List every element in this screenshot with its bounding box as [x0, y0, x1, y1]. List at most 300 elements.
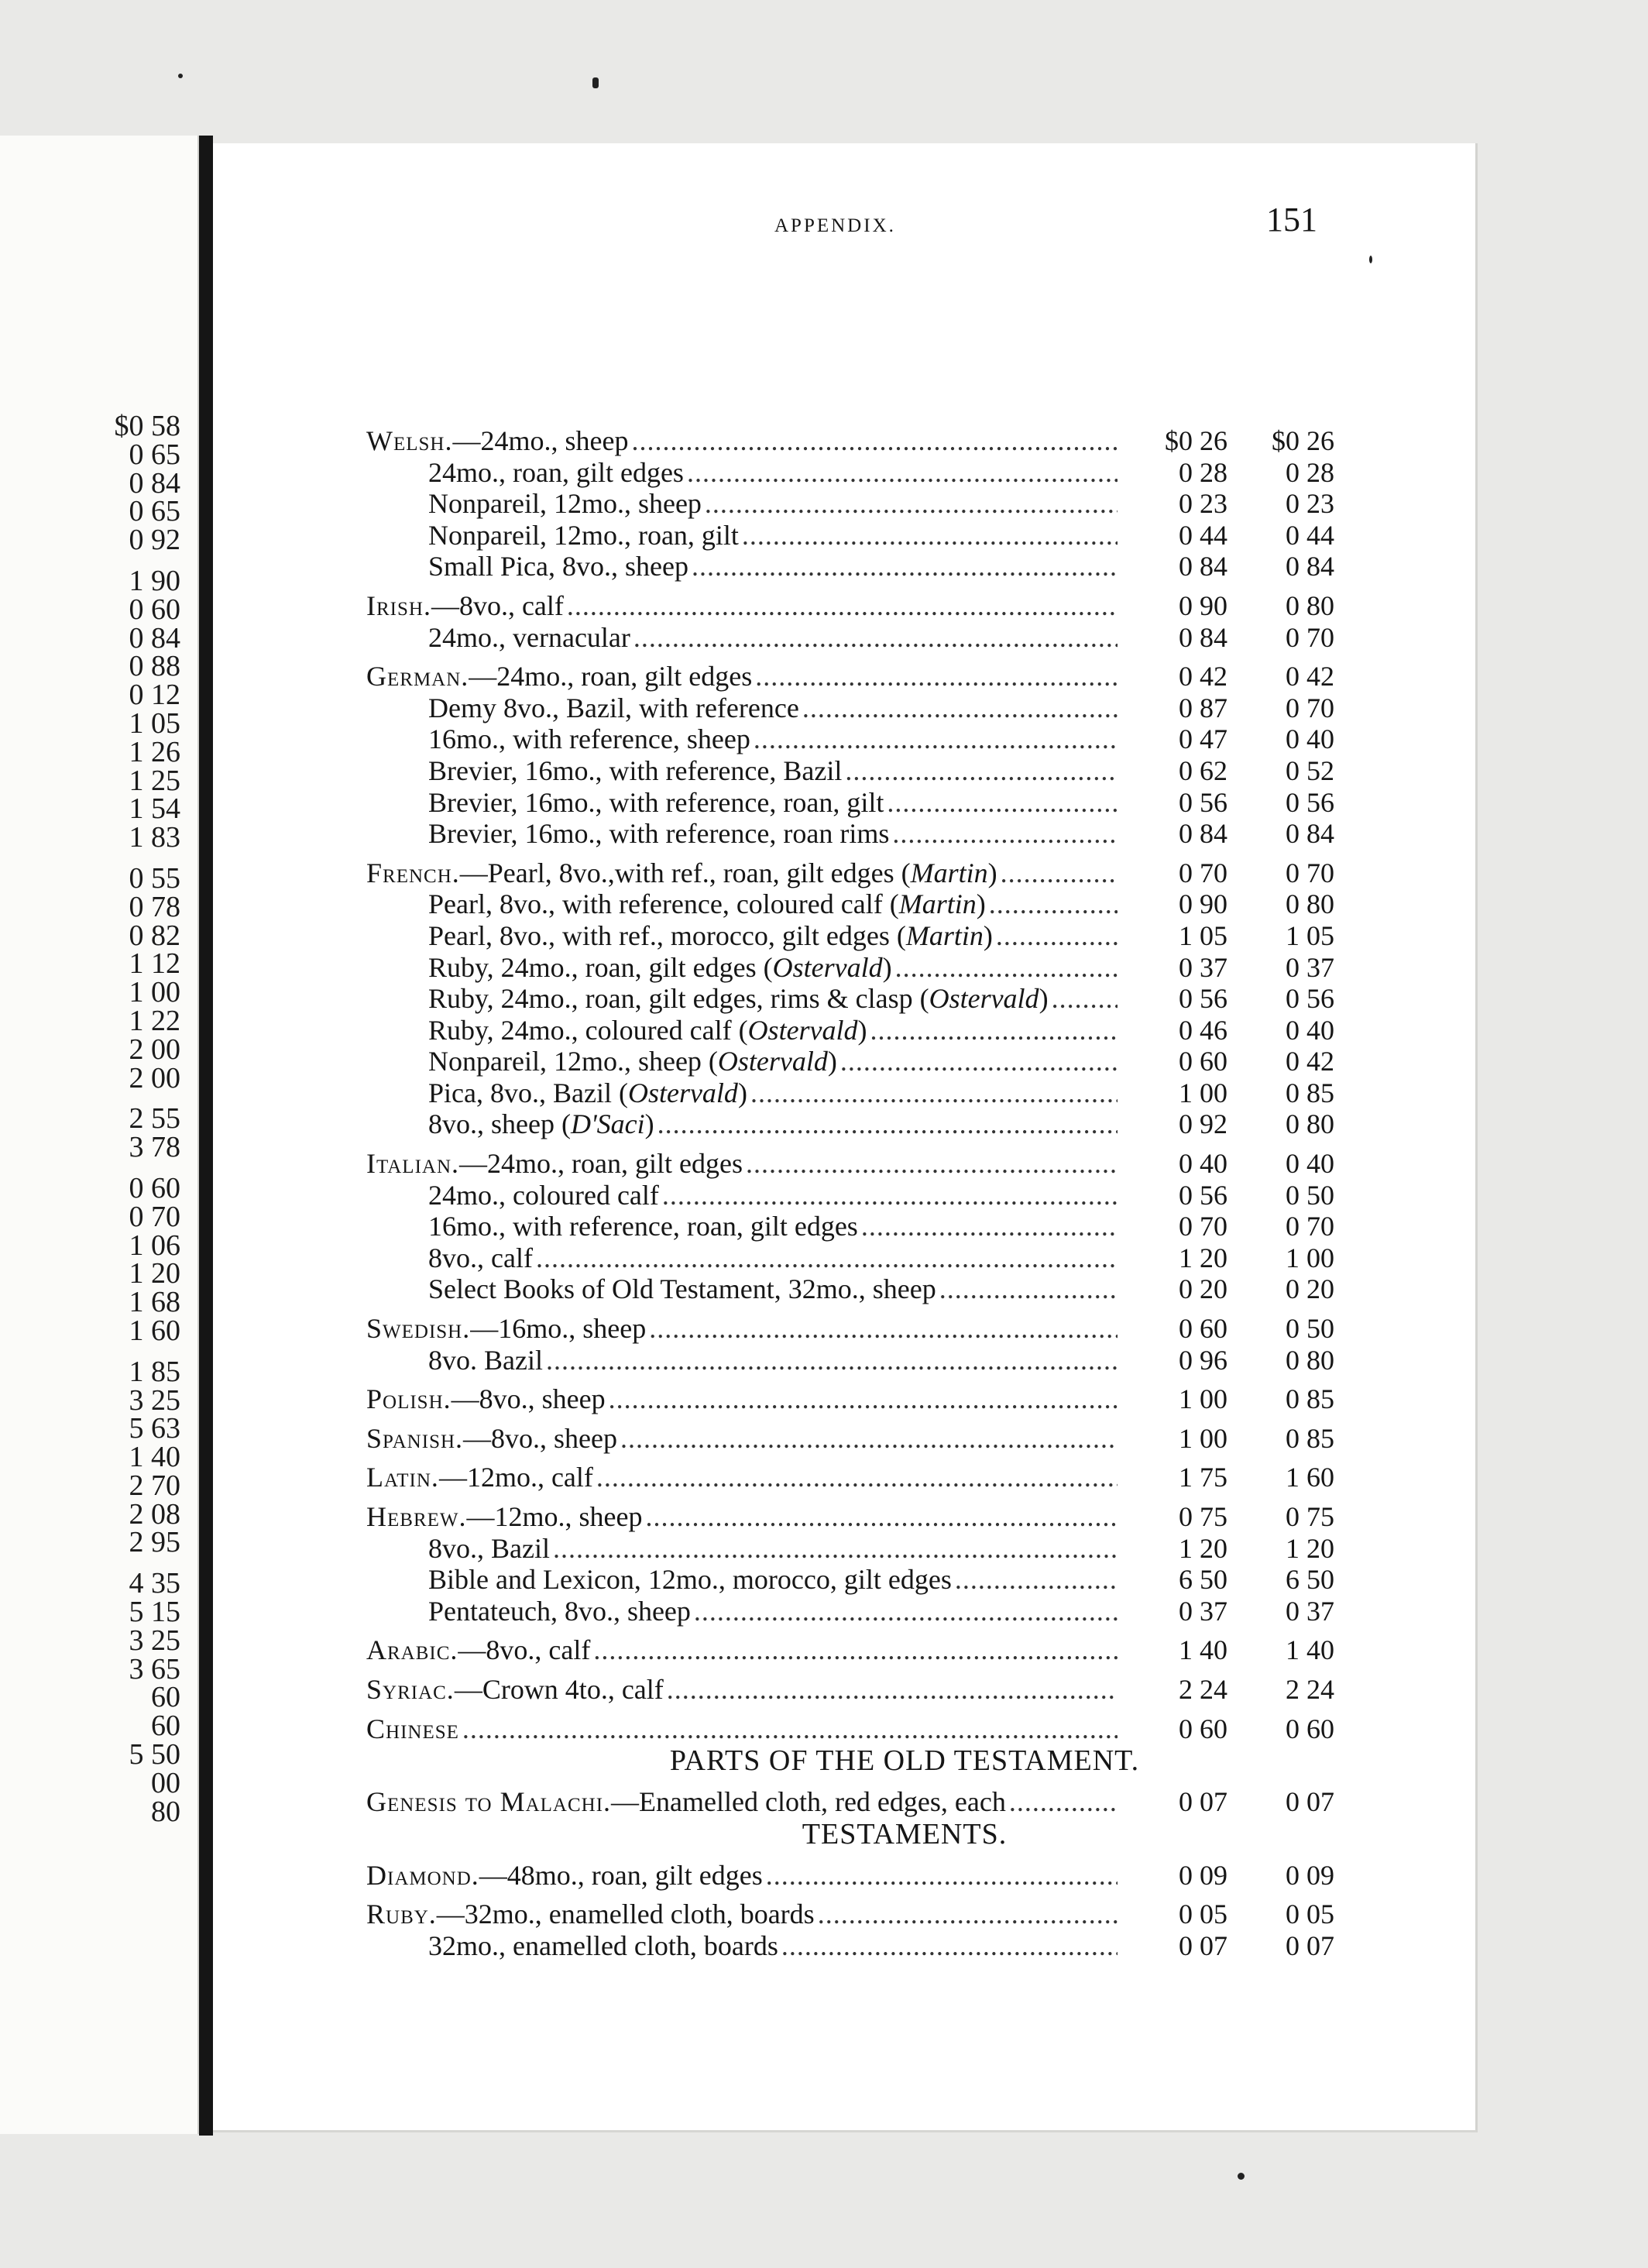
price-entry: [366, 1147, 1334, 1179]
price-second-column: 0 56: [1286, 983, 1334, 1015]
dot-leader: [702, 487, 1118, 520]
price-entry: [366, 723, 1334, 754]
price-first-column: 0 40: [1179, 1148, 1227, 1180]
price-first-column: 1 00: [1179, 1077, 1227, 1108]
dot-leader: [543, 1344, 1118, 1376]
price-second-column: 0 80: [1286, 1344, 1334, 1376]
price-entry: [366, 982, 1334, 1014]
facing-page-price: 1 68: [129, 1286, 180, 1319]
price-entry: [366, 1859, 1334, 1891]
price-second-column: 0 56: [1286, 786, 1334, 818]
price-second-column: 0 42: [1286, 661, 1334, 692]
entry-description: 24mo., vernacular: [428, 621, 630, 653]
entry-description: Ruby, 24mo., roan, gilt edges (Ostervald): [428, 951, 892, 983]
price-entry: [366, 550, 1334, 582]
edition-name: Ostervald: [627, 1077, 738, 1108]
price-entry: [366, 1532, 1334, 1564]
price-second-column: 0 50: [1286, 1179, 1334, 1211]
price-entry: [366, 1898, 1334, 1930]
price-second-column: 0 23: [1286, 488, 1334, 520]
price-entry: [366, 1422, 1334, 1454]
dot-leader: [858, 1210, 1118, 1242]
edition-name: Ostervald: [717, 1046, 828, 1077]
price-entry: [366, 1344, 1334, 1376]
price-first-column: 0 07: [1179, 1786, 1227, 1818]
facing-page-price: 3 78: [129, 1131, 180, 1164]
language-heading: Welsh.: [366, 425, 453, 456]
entry-label: [366, 660, 752, 692]
dot-leader: [799, 692, 1118, 724]
facing-page-price: 0 12: [129, 679, 180, 712]
entry-description: —Enamelled cloth, red edges, each: [611, 1786, 1006, 1818]
edition-name: D'Saci: [570, 1108, 645, 1140]
entry-label: [366, 1673, 664, 1706]
entry-description: Pearl, 8vo., with reference, coloured calf (Martin): [428, 888, 986, 920]
entry-label: [366, 754, 842, 787]
price-second-column: 0 84: [1286, 818, 1334, 850]
price-entry: [366, 589, 1334, 621]
price-entry: [366, 1785, 1334, 1817]
entry-label: [366, 1108, 654, 1140]
entry-description: 24mo., roan, gilt edges: [428, 456, 684, 488]
entry-description: 24mo., coloured calf: [428, 1179, 659, 1211]
price-second-column: 0 70: [1286, 692, 1334, 723]
ink-speck: [1369, 256, 1372, 263]
price-entry: [366, 1014, 1334, 1046]
language-heading: Spanish.: [366, 1422, 464, 1454]
price-first-column: 2 24: [1179, 1673, 1227, 1705]
price-second-column: 0 85: [1286, 1383, 1334, 1415]
price-first-column: 0 87: [1179, 692, 1227, 723]
edition-name: Martin: [905, 919, 984, 951]
facing-page-price: $0 58: [114, 410, 180, 442]
price-first-column: 0 07: [1179, 1930, 1227, 1961]
price-entry: [366, 1500, 1334, 1532]
price-second-column: 1 40: [1286, 1634, 1334, 1666]
price-second-column: 0 40: [1286, 723, 1334, 755]
price-entry: [366, 692, 1334, 723]
language-heading: Hebrew.: [366, 1501, 467, 1532]
ink-speck: [592, 77, 599, 88]
price-entry: [366, 660, 1334, 692]
entry-description: —8vo., sheep: [463, 1422, 617, 1454]
entry-label: [366, 1312, 646, 1345]
entry-label: [366, 982, 1049, 1015]
dot-leader: [630, 621, 1118, 654]
price-first-column: 0 56: [1179, 983, 1227, 1015]
entry-description: 16mo., with reference, sheep: [428, 723, 750, 755]
facing-page-fragment: [0, 136, 199, 2134]
book-gutter: [199, 136, 213, 2136]
entry-description: —16mo., sheep: [470, 1313, 647, 1345]
entry-label: [366, 857, 997, 889]
entry-label: [366, 621, 630, 654]
price-second-column: 1 00: [1286, 1242, 1334, 1273]
dot-leader: [688, 550, 1118, 582]
entry-description: Demy 8vo., Bazil, with reference: [428, 692, 799, 723]
price-first-column: 0 56: [1179, 786, 1227, 818]
price-second-column: 0 37: [1286, 1595, 1334, 1627]
edition-name: Martin: [910, 857, 988, 888]
price-entry: [366, 857, 1334, 888]
price-second-column: 0 40: [1286, 1014, 1334, 1046]
facing-page-price: 2 55: [129, 1102, 180, 1136]
price-second-column: 0 07: [1286, 1930, 1334, 1961]
entry-label: [366, 1344, 543, 1376]
dot-leader: [593, 1461, 1118, 1493]
price-first-column: 1 05: [1179, 919, 1227, 951]
entry-description: Small Pica, 8vo., sheep: [428, 551, 688, 582]
price-second-column: 6 50: [1286, 1564, 1334, 1596]
entry-label: [366, 1563, 952, 1596]
entry-description: —24mo., roan, gilt edges: [459, 1148, 743, 1180]
entry-label: [366, 888, 986, 920]
facing-page-price: 5 50: [129, 1738, 180, 1771]
entry-description: —32mo., enamelled cloth, boards: [436, 1899, 815, 1930]
dot-leader: [997, 857, 1118, 889]
price-first-column: 0 42: [1179, 661, 1227, 692]
price-second-column: 0 07: [1286, 1786, 1334, 1818]
price-second-column: 0 75: [1286, 1501, 1334, 1532]
facing-page-price: 80: [151, 1795, 180, 1828]
entry-label: [366, 1595, 691, 1627]
price-first-column: 0 90: [1179, 888, 1227, 920]
price-entry: [366, 621, 1334, 653]
dot-leader: [986, 888, 1118, 920]
entry-label: [366, 723, 750, 755]
price-first-column: 1 00: [1179, 1383, 1227, 1415]
entry-description: —Pearl, 8vo.,with ref., roan, gilt edges (Martin): [459, 857, 997, 888]
entry-description: —24mo., sheep: [452, 425, 629, 456]
language-heading: Arabic.: [366, 1634, 458, 1666]
price-first-column: 0 09: [1179, 1859, 1227, 1891]
price-entry: [366, 1312, 1334, 1344]
facing-page-price: 1 83: [129, 821, 180, 854]
language-heading: German.: [366, 661, 469, 692]
entry-label: [366, 1634, 590, 1666]
price-first-column: 1 20: [1179, 1532, 1227, 1564]
facing-page-price: 1 05: [129, 706, 180, 740]
dot-leader: [936, 1273, 1118, 1305]
facing-page-price: 0 55: [129, 861, 180, 895]
facing-page-price: 0 60: [129, 593, 180, 626]
language-heading: Syriac.: [366, 1673, 455, 1705]
entry-description: —12mo., sheep: [466, 1501, 643, 1532]
facing-page-price: 0 65: [129, 438, 180, 471]
price-second-column: 0 85: [1286, 1077, 1334, 1108]
price-first-column: 6 50: [1179, 1564, 1227, 1596]
facing-page-price: 0 92: [129, 524, 180, 557]
facing-page-price-column: [115, 412, 181, 1826]
facing-page-price: 3 65: [129, 1652, 180, 1686]
price-entry: [366, 424, 1334, 456]
language-heading: Diamond.: [366, 1859, 479, 1891]
price-entry: [366, 1210, 1334, 1242]
entry-description: Pentateuch, 8vo., sheep: [428, 1595, 691, 1627]
price-second-column: $0 26: [1272, 425, 1334, 456]
price-second-column: 0 28: [1286, 456, 1334, 488]
price-first-column: 0 47: [1179, 723, 1227, 755]
facing-page-price: 0 65: [129, 495, 180, 528]
language-heading: Latin.: [366, 1462, 439, 1493]
entry-label: [366, 1077, 747, 1109]
dot-leader: [684, 456, 1118, 489]
price-second-column: 0 40: [1286, 1148, 1334, 1180]
facing-page-price: 2 00: [129, 1061, 180, 1094]
price-second-column: 0 80: [1286, 888, 1334, 920]
facing-page-price: 1 54: [129, 792, 180, 826]
facing-page-price: 1 20: [129, 1257, 180, 1290]
price-second-column: 2 24: [1286, 1673, 1334, 1705]
facing-page-price: 1 90: [129, 564, 180, 597]
price-first-column: 0 46: [1179, 1014, 1227, 1046]
price-second-column: 0 05: [1286, 1899, 1334, 1930]
dot-leader: [892, 951, 1118, 984]
price-entry: [366, 951, 1334, 983]
price-entry: [366, 1108, 1334, 1139]
dot-leader: [564, 589, 1118, 622]
facing-page-price: 5 63: [129, 1412, 180, 1445]
entry-description: Brevier, 16mo., with reference, roan, gilt: [428, 786, 884, 818]
price-entry: [366, 1045, 1334, 1077]
dot-leader: [837, 1045, 1118, 1077]
entry-label: [366, 1422, 617, 1455]
dot-leader: [747, 1077, 1118, 1109]
price-first-column: 0 28: [1179, 456, 1227, 488]
entry-label: [366, 951, 892, 984]
entry-label: [366, 1383, 606, 1415]
entry-description: 8vo. Bazil: [428, 1344, 543, 1376]
price-entry: [366, 1461, 1334, 1493]
facing-page-price: 1 85: [129, 1355, 180, 1388]
entry-label: [366, 1713, 459, 1745]
dot-leader: [842, 754, 1118, 787]
entry-label: [366, 1242, 533, 1274]
facing-page-price: 1 25: [129, 764, 180, 797]
facing-page-price: 1 00: [129, 976, 180, 1009]
price-entry: [366, 1634, 1334, 1665]
facing-page-price: 0 60: [129, 1171, 180, 1204]
entry-description: 8vo., calf: [428, 1242, 533, 1273]
price-second-column: 0 52: [1286, 754, 1334, 786]
price-second-column: 0 60: [1286, 1713, 1334, 1744]
price-entry: [366, 1242, 1334, 1273]
dot-leader: [1049, 982, 1118, 1015]
price-entry: [366, 754, 1334, 786]
entry-label: [366, 1147, 743, 1180]
entry-label: [366, 1859, 763, 1892]
facing-page-price: 2 08: [129, 1497, 180, 1531]
dot-leader: [646, 1312, 1118, 1345]
entry-label: [366, 1930, 778, 1962]
price-first-column: 0 84: [1179, 818, 1227, 850]
dot-leader: [628, 424, 1118, 457]
entry-label: [366, 1014, 867, 1046]
price-first-column: 0 56: [1179, 1179, 1227, 1211]
facing-page-price: 0 78: [129, 890, 180, 923]
dot-leader: [752, 660, 1118, 692]
dot-leader: [606, 1383, 1118, 1415]
language-heading: Irish.: [366, 589, 431, 621]
price-first-column: 0 84: [1179, 621, 1227, 653]
running-head: APPENDIX.: [774, 215, 896, 236]
price-first-column: 0 96: [1179, 1344, 1227, 1376]
facing-page-price: 2 00: [129, 1033, 180, 1066]
facing-page-price: 1 26: [129, 735, 180, 768]
dot-leader: [993, 919, 1118, 952]
facing-page-price: 1 40: [129, 1441, 180, 1474]
facing-page-price: 0 88: [129, 650, 180, 683]
price-list: [366, 417, 1334, 1961]
entry-description: —8vo., calf: [458, 1634, 591, 1666]
price-second-column: 0 37: [1286, 951, 1334, 983]
entry-description: Nonpareil, 12mo., sheep: [428, 488, 702, 520]
entry-description: Pica, 8vo., Bazil (Ostervald): [428, 1077, 747, 1108]
entry-description: Brevier, 16mo., with reference, Bazil: [428, 754, 843, 786]
price-first-column: 0 37: [1179, 1595, 1227, 1627]
price-first-column: 0 90: [1179, 589, 1227, 621]
dot-leader: [867, 1014, 1118, 1046]
edition-name: Ostervald: [747, 1014, 858, 1046]
dot-leader: [739, 519, 1118, 552]
dot-leader: [743, 1147, 1118, 1180]
dot-leader: [815, 1898, 1118, 1930]
entry-label: [366, 919, 993, 952]
facing-page-price: 2 70: [129, 1469, 180, 1502]
dot-leader: [763, 1859, 1118, 1892]
price-second-column: 0 70: [1286, 1211, 1334, 1242]
price-first-column: 0 75: [1179, 1501, 1227, 1532]
price-second-column: 0 50: [1286, 1313, 1334, 1345]
facing-page-price: 4 35: [129, 1567, 180, 1600]
entry-label: [366, 1500, 642, 1533]
entry-description: Brevier, 16mo., with reference, roan rims: [428, 818, 890, 850]
price-entry: [366, 817, 1334, 849]
entry-label: [366, 424, 628, 457]
facing-page-price: 60: [151, 1681, 180, 1714]
page-number: 151: [1266, 201, 1317, 239]
ink-speck: [1238, 2173, 1245, 2180]
price-first-column: 0 70: [1179, 1211, 1227, 1242]
entry-label: [366, 1532, 550, 1565]
price-first-column: 1 00: [1179, 1422, 1227, 1454]
dot-leader: [533, 1242, 1118, 1274]
facing-page-price: 0 84: [129, 466, 180, 500]
price-entry: [366, 1563, 1334, 1595]
dot-leader: [550, 1532, 1118, 1565]
entry-description: 8vo., Bazil: [428, 1532, 550, 1564]
language-heading: Polish.: [366, 1383, 451, 1415]
entry-label: [366, 1045, 837, 1077]
dot-leader: [459, 1713, 1118, 1745]
facing-page-price: 5 15: [129, 1596, 180, 1629]
price-second-column: 0 70: [1286, 621, 1334, 653]
entry-description: —12mo., calf: [438, 1462, 593, 1493]
price-first-column: 0 60: [1179, 1046, 1227, 1077]
price-entry: [366, 456, 1334, 488]
price-second-column: 0 09: [1286, 1859, 1334, 1891]
price-first-column: 0 60: [1179, 1713, 1227, 1744]
entry-description: Select Books of Old Testament, 32mo., sheep: [428, 1273, 936, 1305]
entry-label: [366, 519, 739, 552]
price-first-column: 0 05: [1179, 1899, 1227, 1930]
price-second-column: 0 80: [1286, 589, 1334, 621]
price-entry: [366, 1930, 1334, 1961]
facing-page-price: 3 25: [129, 1624, 180, 1657]
price-first-column: $0 26: [1165, 425, 1227, 456]
price-second-column: 0 85: [1286, 1422, 1334, 1454]
price-first-column: 1 20: [1179, 1242, 1227, 1273]
price-first-column: 0 92: [1179, 1108, 1227, 1140]
price-second-column: 0 70: [1286, 857, 1334, 888]
dot-leader: [590, 1634, 1118, 1666]
facing-page-price: 0 82: [129, 919, 180, 952]
dot-leader: [952, 1563, 1118, 1596]
entry-label: [366, 589, 564, 622]
price-entry: [366, 1713, 1334, 1744]
price-second-column: 1 05: [1286, 919, 1334, 951]
entry-description: Nonpareil, 12mo., sheep (Ostervald): [428, 1046, 837, 1077]
entry-label: [366, 817, 889, 850]
price-entry: [366, 1077, 1334, 1108]
entry-label: [366, 692, 799, 724]
facing-page-price: 1 06: [129, 1228, 180, 1262]
price-first-column: 0 70: [1179, 857, 1227, 888]
price-first-column: 0 37: [1179, 951, 1227, 983]
entry-description: 32mo., enamelled cloth, boards: [428, 1930, 778, 1961]
language-heading: Swedish.: [366, 1313, 471, 1345]
entry-label: [366, 1210, 858, 1242]
dot-leader: [778, 1930, 1118, 1962]
entry-label: [366, 786, 884, 819]
entry-label: [366, 1273, 936, 1305]
price-first-column: 0 62: [1179, 754, 1227, 786]
price-entry: [366, 519, 1334, 551]
entry-label: [366, 487, 702, 520]
facing-page-price: 1 22: [129, 1004, 180, 1037]
entry-label: [366, 1898, 815, 1930]
price-entry: [366, 888, 1334, 919]
edition-name: Ostervald: [929, 983, 1039, 1015]
entry-description: —8vo., calf: [431, 589, 564, 621]
entry-description: 8vo., sheep (D'Saci): [428, 1108, 654, 1140]
price-first-column: 0 60: [1179, 1313, 1227, 1345]
edition-name: Martin: [898, 888, 977, 920]
price-first-column: 0 44: [1179, 519, 1227, 551]
price-second-column: 0 42: [1286, 1046, 1334, 1077]
entry-description: —48mo., roan, gilt edges: [479, 1859, 763, 1891]
dot-leader: [1006, 1785, 1118, 1818]
section-heading: PARTS OF THE OLD TESTAMENT.: [669, 1744, 1140, 1778]
entry-label: [366, 550, 688, 582]
dot-leader: [691, 1595, 1118, 1627]
entry-label: [366, 1461, 593, 1493]
entry-description: Ruby, 24mo., roan, gilt edges, rims & clasp (Ostervald): [428, 983, 1049, 1015]
facing-page-price: 1 12: [129, 947, 180, 981]
price-entry: [366, 1383, 1334, 1414]
entry-description: —8vo., sheep: [451, 1383, 606, 1415]
price-entry: [366, 487, 1334, 519]
price-entry: [366, 1595, 1334, 1627]
facing-page-price: 00: [151, 1766, 180, 1799]
entry-description: Ruby, 24mo., coloured calf (Ostervald): [428, 1014, 867, 1046]
price-second-column: 0 80: [1286, 1108, 1334, 1140]
dot-leader: [659, 1179, 1118, 1211]
price-first-column: 1 75: [1179, 1462, 1227, 1493]
price-second-column: 0 44: [1286, 519, 1334, 551]
entry-label: [366, 1785, 1006, 1818]
dot-leader: [884, 786, 1118, 819]
